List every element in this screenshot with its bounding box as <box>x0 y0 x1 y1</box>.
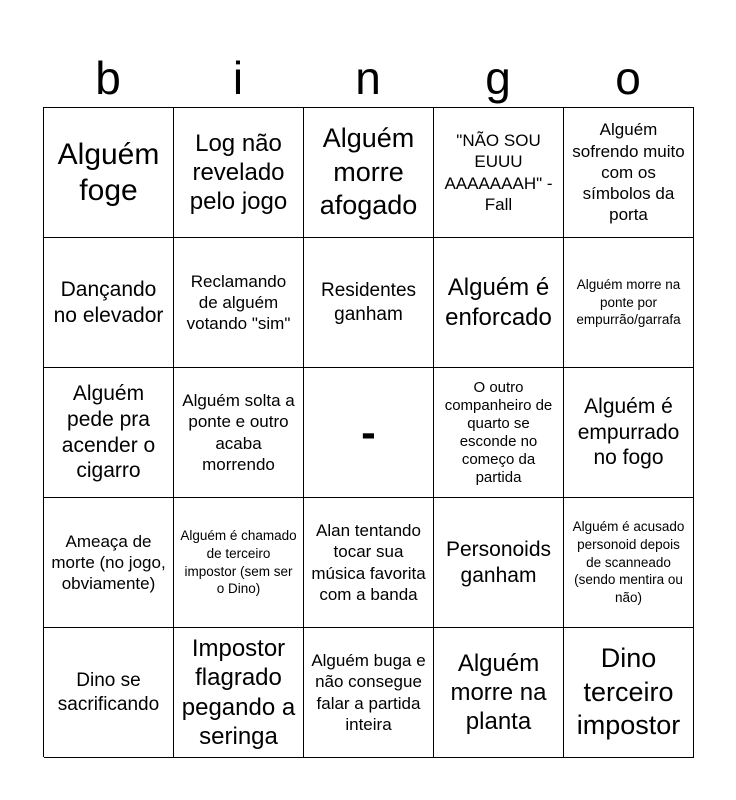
bingo-cell[interactable]: Dançando no elevador <box>44 238 174 368</box>
bingo-cell[interactable]: Alguém morre afogado <box>304 108 434 238</box>
bingo-cell[interactable]: Residentes ganham <box>304 238 434 368</box>
bingo-cell[interactable]: Alguém buga e não consegue falar a partida inteira <box>304 628 434 758</box>
bingo-card-grid <box>43 107 694 757</box>
title-letter-i: i <box>232 52 244 104</box>
bingo-cell[interactable]: Alguém solta a ponte e outro acaba morrendo <box>174 368 304 498</box>
bingo-cell[interactable]: Alguém é enforcado <box>434 238 564 368</box>
bingo-cell[interactable]: Log não revelado pelo jogo <box>174 108 304 238</box>
bingo-cell[interactable]: Reclamando de alguém votando "sim" <box>174 238 304 368</box>
bingo-cell[interactable]: Alguém pede pra acender o cigarro <box>44 368 174 498</box>
title-letter-n: n <box>355 52 381 104</box>
bingo-cell[interactable]: O outro companheiro de quarto se esconde no começo da partida <box>434 368 564 498</box>
bingo-cell[interactable]: "NÃO SOU EUUU AAAAAAAH" - Fall <box>434 108 564 238</box>
bingo-cell[interactable]: Alan tentando tocar sua música favorita com a banda <box>304 498 434 628</box>
title-letter-b: b <box>95 52 121 104</box>
bingo-cell[interactable]: Ameaça de morte (no jogo, obviamente) <box>44 498 174 628</box>
bingo-cell[interactable]: Dino se sacrificando <box>44 628 174 758</box>
bingo-cell[interactable]: Alguém morre na ponte por empurrão/garrafa <box>564 238 694 368</box>
bingo-cell[interactable]: Personoids ganham <box>434 498 564 628</box>
bingo-cell[interactable]: Alguém morre na planta <box>434 628 564 758</box>
bingo-cell[interactable]: Alguém é empurrado no fogo <box>564 368 694 498</box>
bingo-cell[interactable]: Alguém é chamado de terceiro impostor (sem ser o Dino) <box>174 498 304 628</box>
free-space-cell[interactable]: - <box>304 368 434 498</box>
title-letter-o: o <box>615 52 641 104</box>
bingo-cell[interactable]: Dino terceiro impostor <box>564 628 694 758</box>
title-letter-g: g <box>485 52 511 104</box>
bingo-cell[interactable]: Impostor flagrado pegando a seringa <box>174 628 304 758</box>
bingo-cell[interactable]: Alguém é acusado personoid depois de scanneado (sendo mentira ou não) <box>564 498 694 628</box>
bingo-cell[interactable]: Alguém foge <box>44 108 174 238</box>
bingo-cell[interactable]: Alguém sofrendo muito com os símbolos da porta <box>564 108 694 238</box>
bingo-title <box>43 50 693 106</box>
